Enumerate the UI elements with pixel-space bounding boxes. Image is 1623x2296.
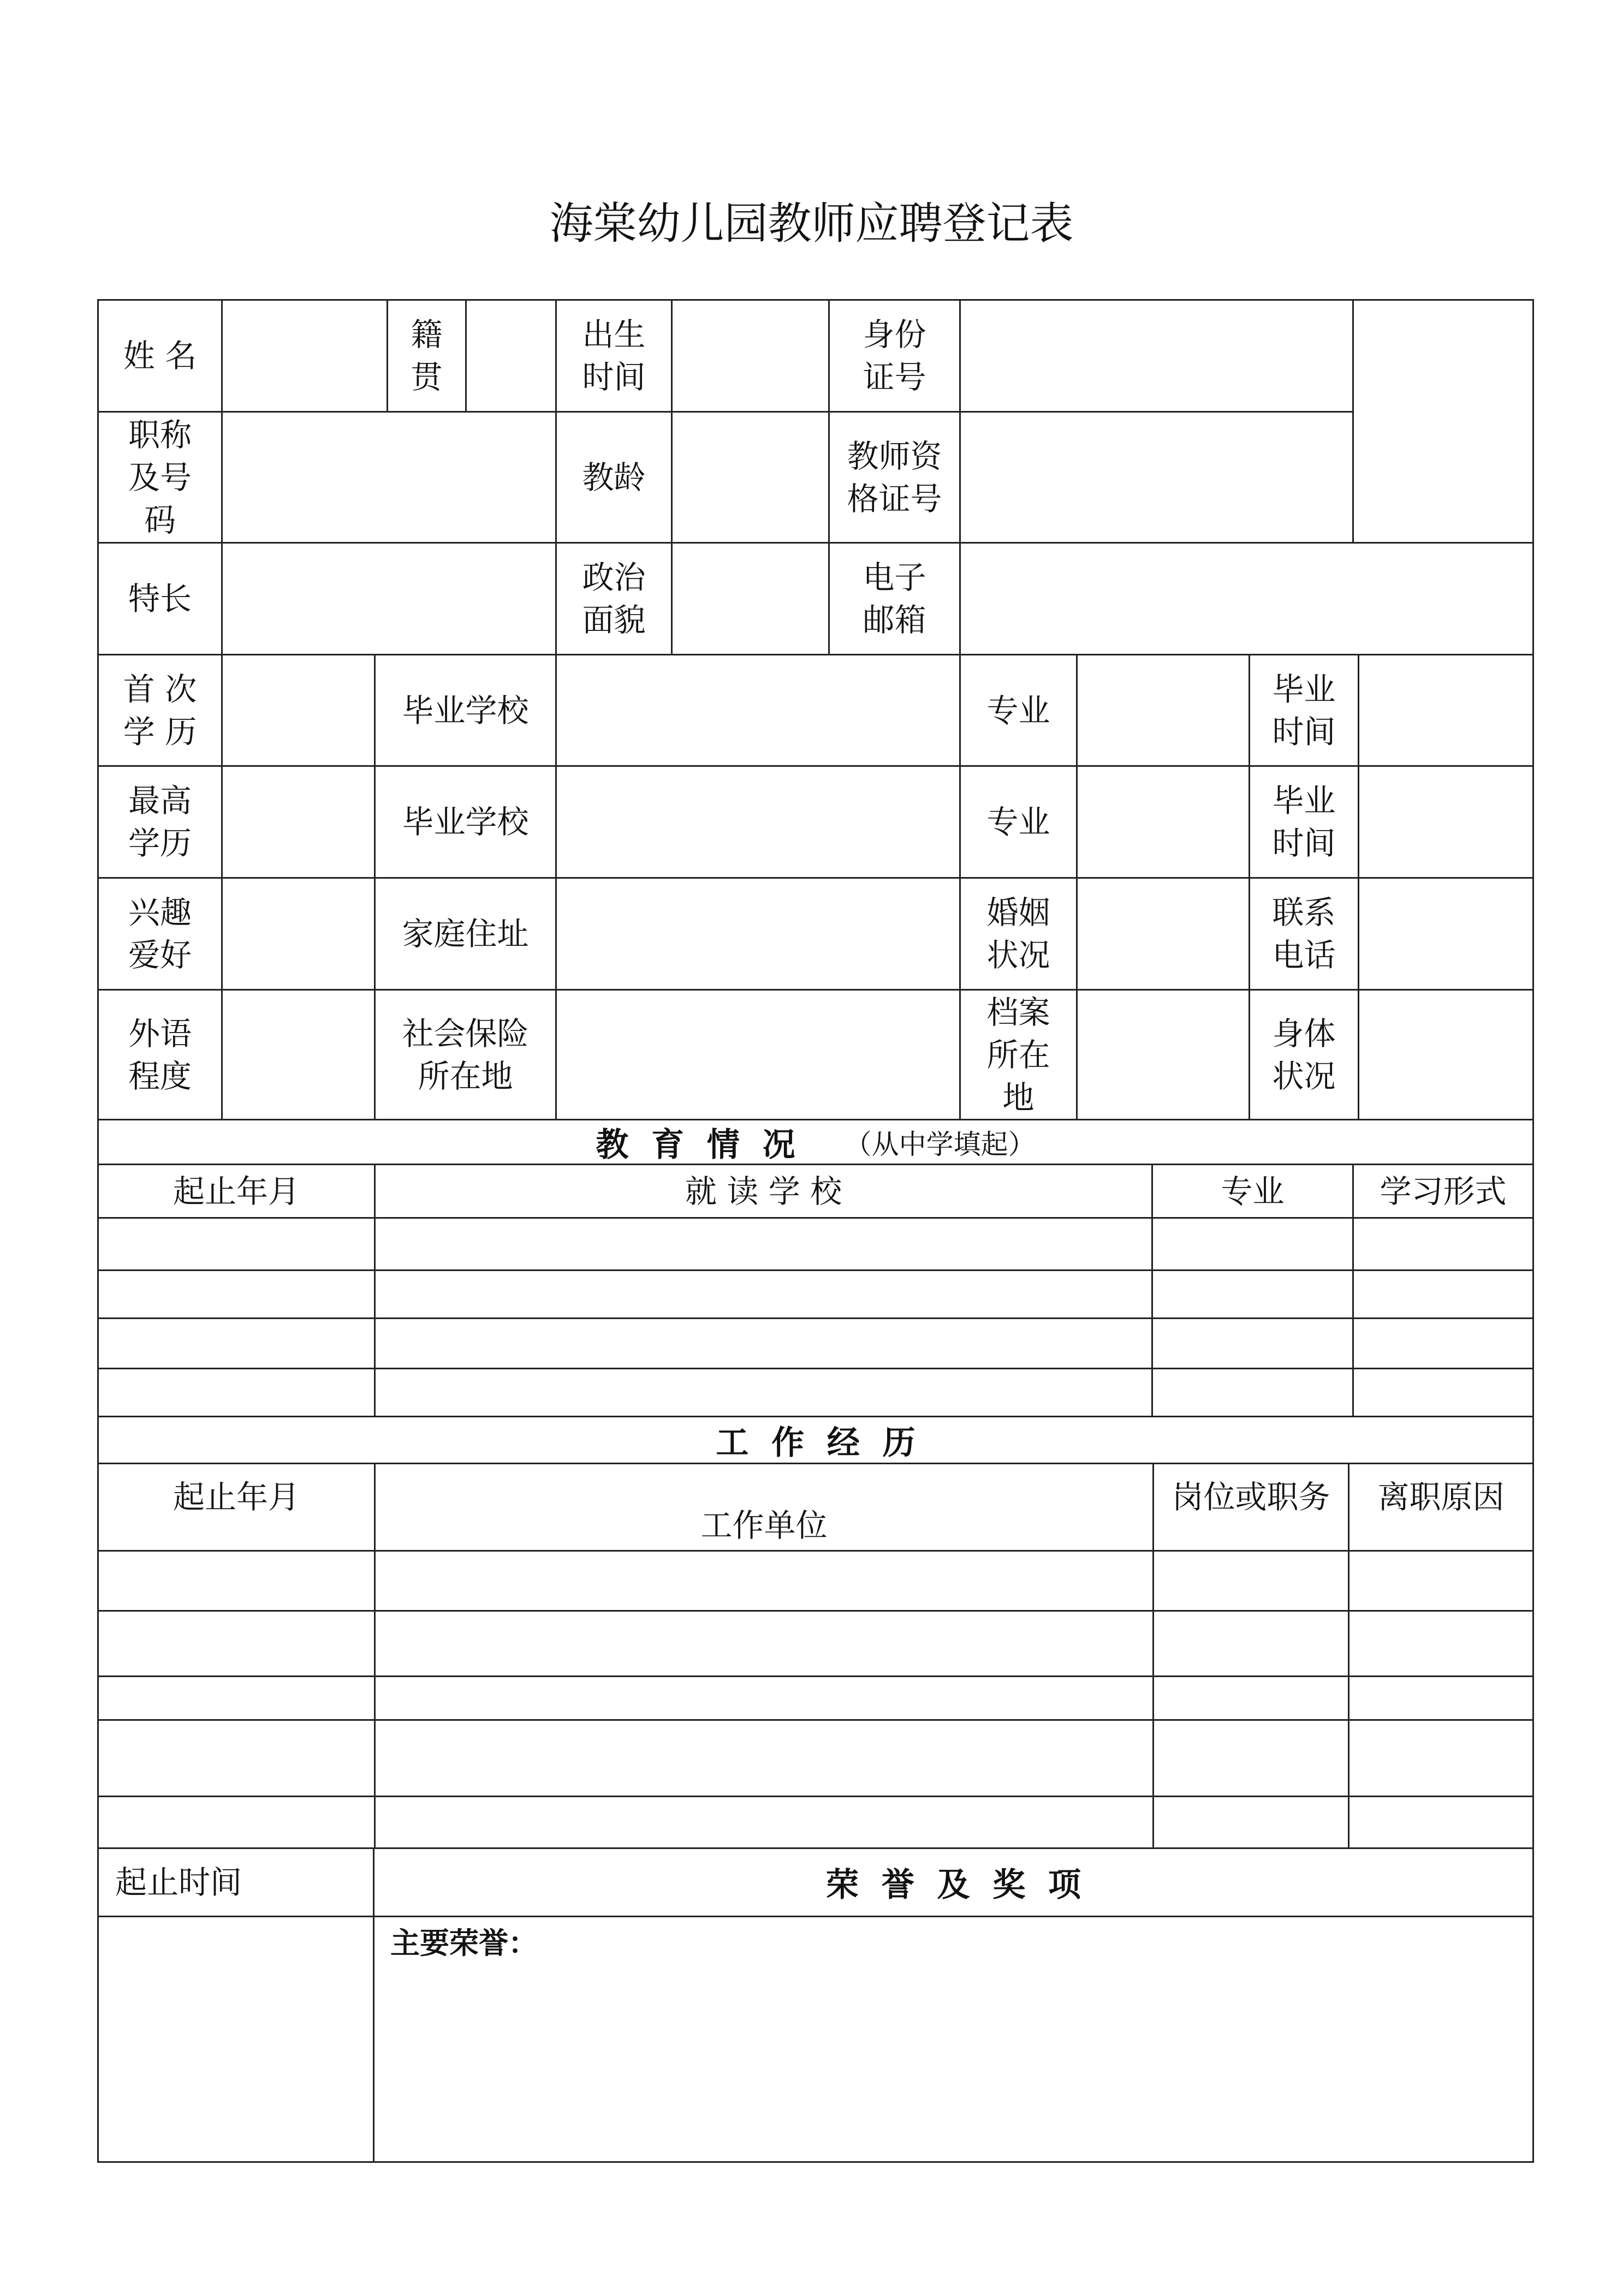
teaching-years-field[interactable]: [673, 413, 828, 542]
honors-section-heading: [374, 1849, 1532, 1916]
edu-mode-header: 学习形式: [1380, 1172, 1507, 1210]
id-number-label: 身份 证号: [863, 316, 926, 396]
edu-major-header: 专业: [1221, 1172, 1285, 1210]
title-number-field[interactable]: [223, 413, 555, 542]
hobby-label: 兴趣 爱好: [128, 894, 192, 974]
edu-school-header: 就 读 学 校: [685, 1172, 842, 1210]
qualification-number-field[interactable]: [961, 413, 1352, 542]
honors-period-field[interactable]: [99, 1917, 373, 2161]
first-school-label: 毕业学校: [402, 691, 529, 729]
specialty-field[interactable]: [223, 544, 555, 654]
archive-field[interactable]: [1078, 991, 1249, 1119]
work-employer-header: 工作单位: [700, 1507, 828, 1544]
qualification-number-label: 教师资 格证号: [847, 437, 942, 517]
political-status-label: 政治 面貌: [582, 559, 646, 639]
name-field[interactable]: [223, 301, 387, 411]
work-position-header: 岗位或职务: [1172, 1478, 1330, 1516]
id-number-field[interactable]: [961, 301, 1352, 411]
first-grad-label: 毕业 时间: [1272, 670, 1336, 750]
native-place-label: 籍 贯: [411, 316, 443, 396]
highest-school-field[interactable]: [557, 767, 959, 877]
birth-date-field[interactable]: [673, 301, 828, 411]
row-line: [97, 2161, 1534, 2163]
language-label: 外语 程度: [128, 1015, 192, 1095]
edu-row-4[interactable]: [99, 1369, 1532, 1416]
work-heading-text: 工 作 经 历: [716, 1423, 915, 1462]
education-section-heading: [99, 1120, 1532, 1164]
insurance-field[interactable]: [557, 991, 959, 1119]
marital-field[interactable]: [1078, 879, 1249, 989]
birth-date-label: 出生 时间: [582, 316, 646, 396]
specialty-label: 特长: [128, 580, 192, 617]
archive-label: 档案 所在 地: [986, 993, 1050, 1116]
hobby-field[interactable]: [223, 879, 374, 989]
health-label: 身体 状况: [1272, 1015, 1336, 1095]
highest-degree-field[interactable]: [223, 767, 374, 877]
title-number-label: 职称 及号 码: [128, 416, 192, 539]
col-line: [1532, 299, 1534, 2163]
highest-major-field[interactable]: [1078, 767, 1249, 877]
first-major-field[interactable]: [1078, 655, 1249, 765]
page-title: 海棠幼儿园教师应聘登记表: [549, 198, 1074, 249]
work-reason-header: 离职原因: [1377, 1478, 1505, 1516]
first-school-field[interactable]: [557, 655, 959, 765]
email-label: 电子 邮箱: [863, 559, 926, 639]
language-field[interactable]: [223, 991, 374, 1119]
honors-period-label: 起止时间: [115, 1864, 242, 1901]
marital-label: 婚姻 状况: [986, 894, 1050, 974]
highest-major-label: 专业: [986, 803, 1050, 840]
email-field[interactable]: [961, 544, 1532, 654]
honors-content-field[interactable]: [374, 1917, 1532, 2161]
health-field[interactable]: [1359, 991, 1532, 1119]
work-row-1[interactable]: [99, 1552, 1532, 1610]
highest-grad-label: 毕业 时间: [1272, 782, 1336, 862]
address-label: 家庭住址: [402, 915, 529, 952]
native-place-field[interactable]: [467, 301, 555, 411]
edu-row-2[interactable]: [99, 1271, 1532, 1317]
teaching-years-label: 教龄: [582, 458, 646, 496]
address-field[interactable]: [557, 879, 959, 989]
insurance-label: 社会保险 所在地: [402, 1015, 529, 1095]
first-degree-field[interactable]: [223, 655, 374, 765]
work-row-4[interactable]: [99, 1721, 1532, 1796]
first-major-label: 专业: [986, 691, 1050, 729]
first-degree-label: 首 次 学 历: [123, 670, 197, 750]
photo-box[interactable]: [1354, 301, 1532, 542]
honors-heading-text: 荣 誉 及 奖 项: [825, 1866, 1081, 1904]
work-row-2[interactable]: [99, 1612, 1532, 1675]
edu-period-header: 起止年月: [173, 1172, 300, 1210]
work-period-header: 起止年月: [173, 1478, 300, 1516]
work-row-3[interactable]: [99, 1677, 1532, 1719]
education-heading-text: 教 育 情 况: [596, 1125, 795, 1164]
main-honors-label: 主要荣誉：: [390, 1925, 538, 1960]
first-grad-field[interactable]: [1359, 655, 1532, 765]
highest-degree-label: 最高 学历: [128, 782, 192, 862]
highest-school-label: 毕业学校: [402, 803, 529, 840]
work-section-heading: [99, 1417, 1532, 1463]
phone-field[interactable]: [1359, 879, 1532, 989]
political-status-field[interactable]: [673, 544, 828, 654]
phone-label: 联系 电话: [1272, 894, 1336, 974]
education-note: （从中学填起）: [844, 1128, 1036, 1160]
highest-grad-field[interactable]: [1359, 767, 1532, 877]
work-row-5[interactable]: [99, 1797, 1532, 1847]
edu-row-3[interactable]: [99, 1319, 1532, 1368]
edu-row-1[interactable]: [99, 1219, 1532, 1269]
name-label: 姓 名: [123, 337, 197, 374]
